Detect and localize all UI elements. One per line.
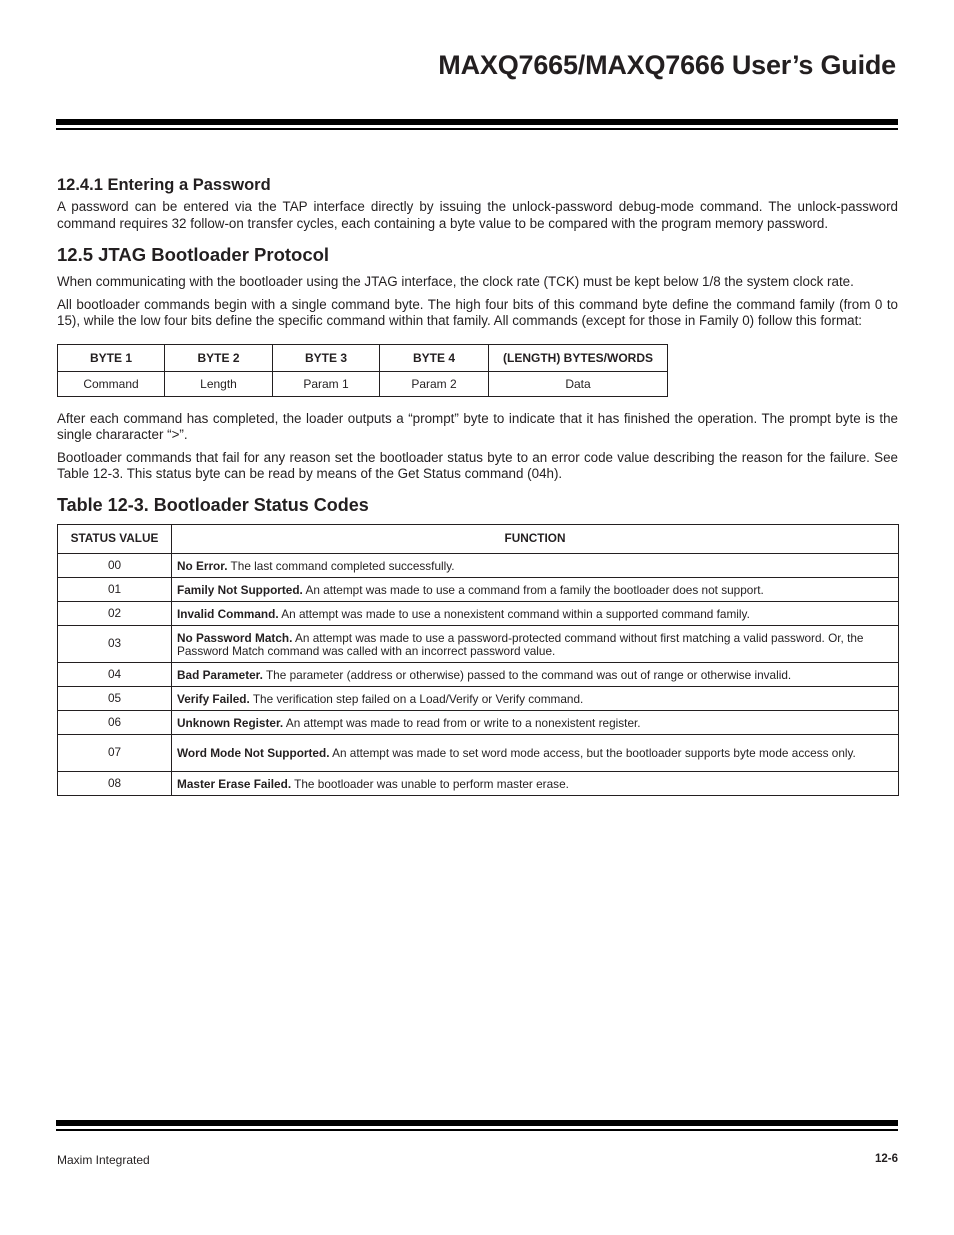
- status-description: An attempt was made to use a password-protected command without first matching a valid password. Or, the Password Match command was called with an incorrect password value.: [177, 630, 864, 658]
- status-title: Unknown Register.: [177, 715, 284, 730]
- status-title: Word Mode Not Supported.: [177, 746, 330, 760]
- status-description: The parameter (address or otherwise) passed to the command was out of range or otherwise invalid.: [262, 667, 792, 682]
- status-function: [172, 553, 899, 577]
- status-code: 03: [58, 625, 172, 662]
- command-format-header-row: [58, 344, 668, 371]
- status-description: The last command completed successfully.: [227, 558, 455, 573]
- status-code: 01: [58, 577, 172, 601]
- status-description: An attempt was made to use a nonexistent command within a supported command family.: [278, 606, 750, 621]
- header-rule-thin: [56, 128, 898, 130]
- status-function: [172, 734, 899, 771]
- column-header-function: FUNCTION: [172, 524, 899, 553]
- paragraph-clock-rate: When communicating with the bootloader using the JTAG interface, the clock rate (TCK) must be kept below 1/8 the system clock rate.: [57, 274, 854, 289]
- table-caption: Table 12-3. Bootloader Status Codes: [57, 494, 369, 515]
- command-format-row: [58, 371, 668, 396]
- command-format-table: [57, 344, 668, 397]
- status-title: Invalid Command.: [177, 606, 279, 621]
- paragraph-prompt-byte: After each command has completed, the loader outputs a “prompt” byte to indicate that it has finished the operation. The prompt byte is the single chararacter “>”.: [57, 410, 898, 442]
- table-row: [58, 553, 899, 577]
- status-description: The bootloader was unable to perform master erase.: [291, 776, 569, 791]
- section-heading-jtag-bootloader: 12.5 JTAG Bootloader Protocol: [57, 244, 330, 265]
- status-code: 05: [58, 686, 172, 710]
- table-cell: Command: [58, 371, 165, 396]
- status-function: [172, 601, 899, 625]
- column-header-status-value: STATUS VALUE: [58, 524, 172, 553]
- footer-rule-thin: [56, 1129, 898, 1131]
- status-description: An attempt was made to use a command from a family the bootloader does not support.: [302, 582, 764, 597]
- page-number: 12-6: [874, 1153, 898, 1165]
- status-code: 08: [58, 771, 172, 795]
- status-code: 02: [58, 601, 172, 625]
- table-row: [58, 625, 899, 662]
- table-row: [58, 734, 899, 771]
- status-description: An attempt was made to set word mode access, but the bootloader supports byte mode access only.: [329, 746, 856, 760]
- column-header: BYTE 4: [380, 344, 489, 371]
- status-function: [172, 577, 899, 601]
- status-function: [172, 625, 899, 662]
- status-table-header-row: [58, 524, 899, 553]
- status-description: The verification step failed on a Load/Verify or Verify command.: [249, 691, 584, 706]
- status-function: [172, 771, 899, 795]
- table-cell: Data: [489, 371, 668, 396]
- status-title: No Error.: [177, 558, 228, 573]
- column-header: (LENGTH) BYTES/WORDS: [489, 344, 668, 371]
- column-header: BYTE 2: [165, 344, 273, 371]
- column-header: BYTE 1: [58, 344, 165, 371]
- column-header: BYTE 3: [273, 344, 380, 371]
- page-content: [57, 176, 898, 796]
- paragraph-status-byte: Bootloader commands that fail for any reason set the bootloader status byte to an error code value describing the reason for the failure. See Table 12-3. This status byte can be read by means of the Get Status command (04h).: [57, 449, 898, 481]
- status-function: [172, 710, 899, 734]
- table-cell: Length: [165, 371, 273, 396]
- bootloader-status-table: [57, 524, 899, 796]
- status-code: 00: [58, 553, 172, 577]
- paragraph-command-format: All bootloader commands begin with a single command byte. The high four bits of this command byte define the command family (from 0 to 15), while the low four bits define the specific command within that family. All commands (except for those in Family 0) follow this format:: [57, 296, 898, 328]
- table-row: [58, 577, 899, 601]
- status-code: 04: [58, 662, 172, 686]
- footer-company: Maxim Integrated: [57, 1153, 150, 1167]
- table-row: [58, 710, 899, 734]
- status-title: No Password Match.: [177, 630, 293, 645]
- status-code: 07: [58, 734, 172, 771]
- status-title: Master Erase Failed.: [177, 776, 292, 791]
- status-code: 06: [58, 710, 172, 734]
- status-title: Verify Failed.: [177, 691, 250, 706]
- table-cell: Param 1: [273, 371, 380, 396]
- status-description: An attempt was made to read from or write to a nonexistent register.: [283, 715, 641, 730]
- paragraph-entering-password: A password can be entered via the TAP interface directly by issuing the unlock-password debug-mode command. The unlock-password command requires 32 follow-on transfer cycles, each containing a byte value to be compared with the program memory password.: [57, 199, 898, 231]
- section-heading-entering-password: 12.4.1 Entering a Password: [57, 176, 271, 194]
- table-cell: Param 2: [380, 371, 489, 396]
- header-rule-thick: [56, 119, 898, 125]
- table-row: [58, 601, 899, 625]
- document-title: MAXQ7665/MAXQ7666 User’s Guide: [438, 50, 896, 80]
- table-row: [58, 662, 899, 686]
- status-title: Family Not Supported.: [177, 582, 303, 597]
- status-title: Bad Parameter.: [177, 667, 263, 682]
- status-function: [172, 686, 899, 710]
- table-row: [58, 771, 899, 795]
- status-function: [172, 662, 899, 686]
- table-row: [58, 686, 899, 710]
- footer-rule-thick: [56, 1120, 898, 1126]
